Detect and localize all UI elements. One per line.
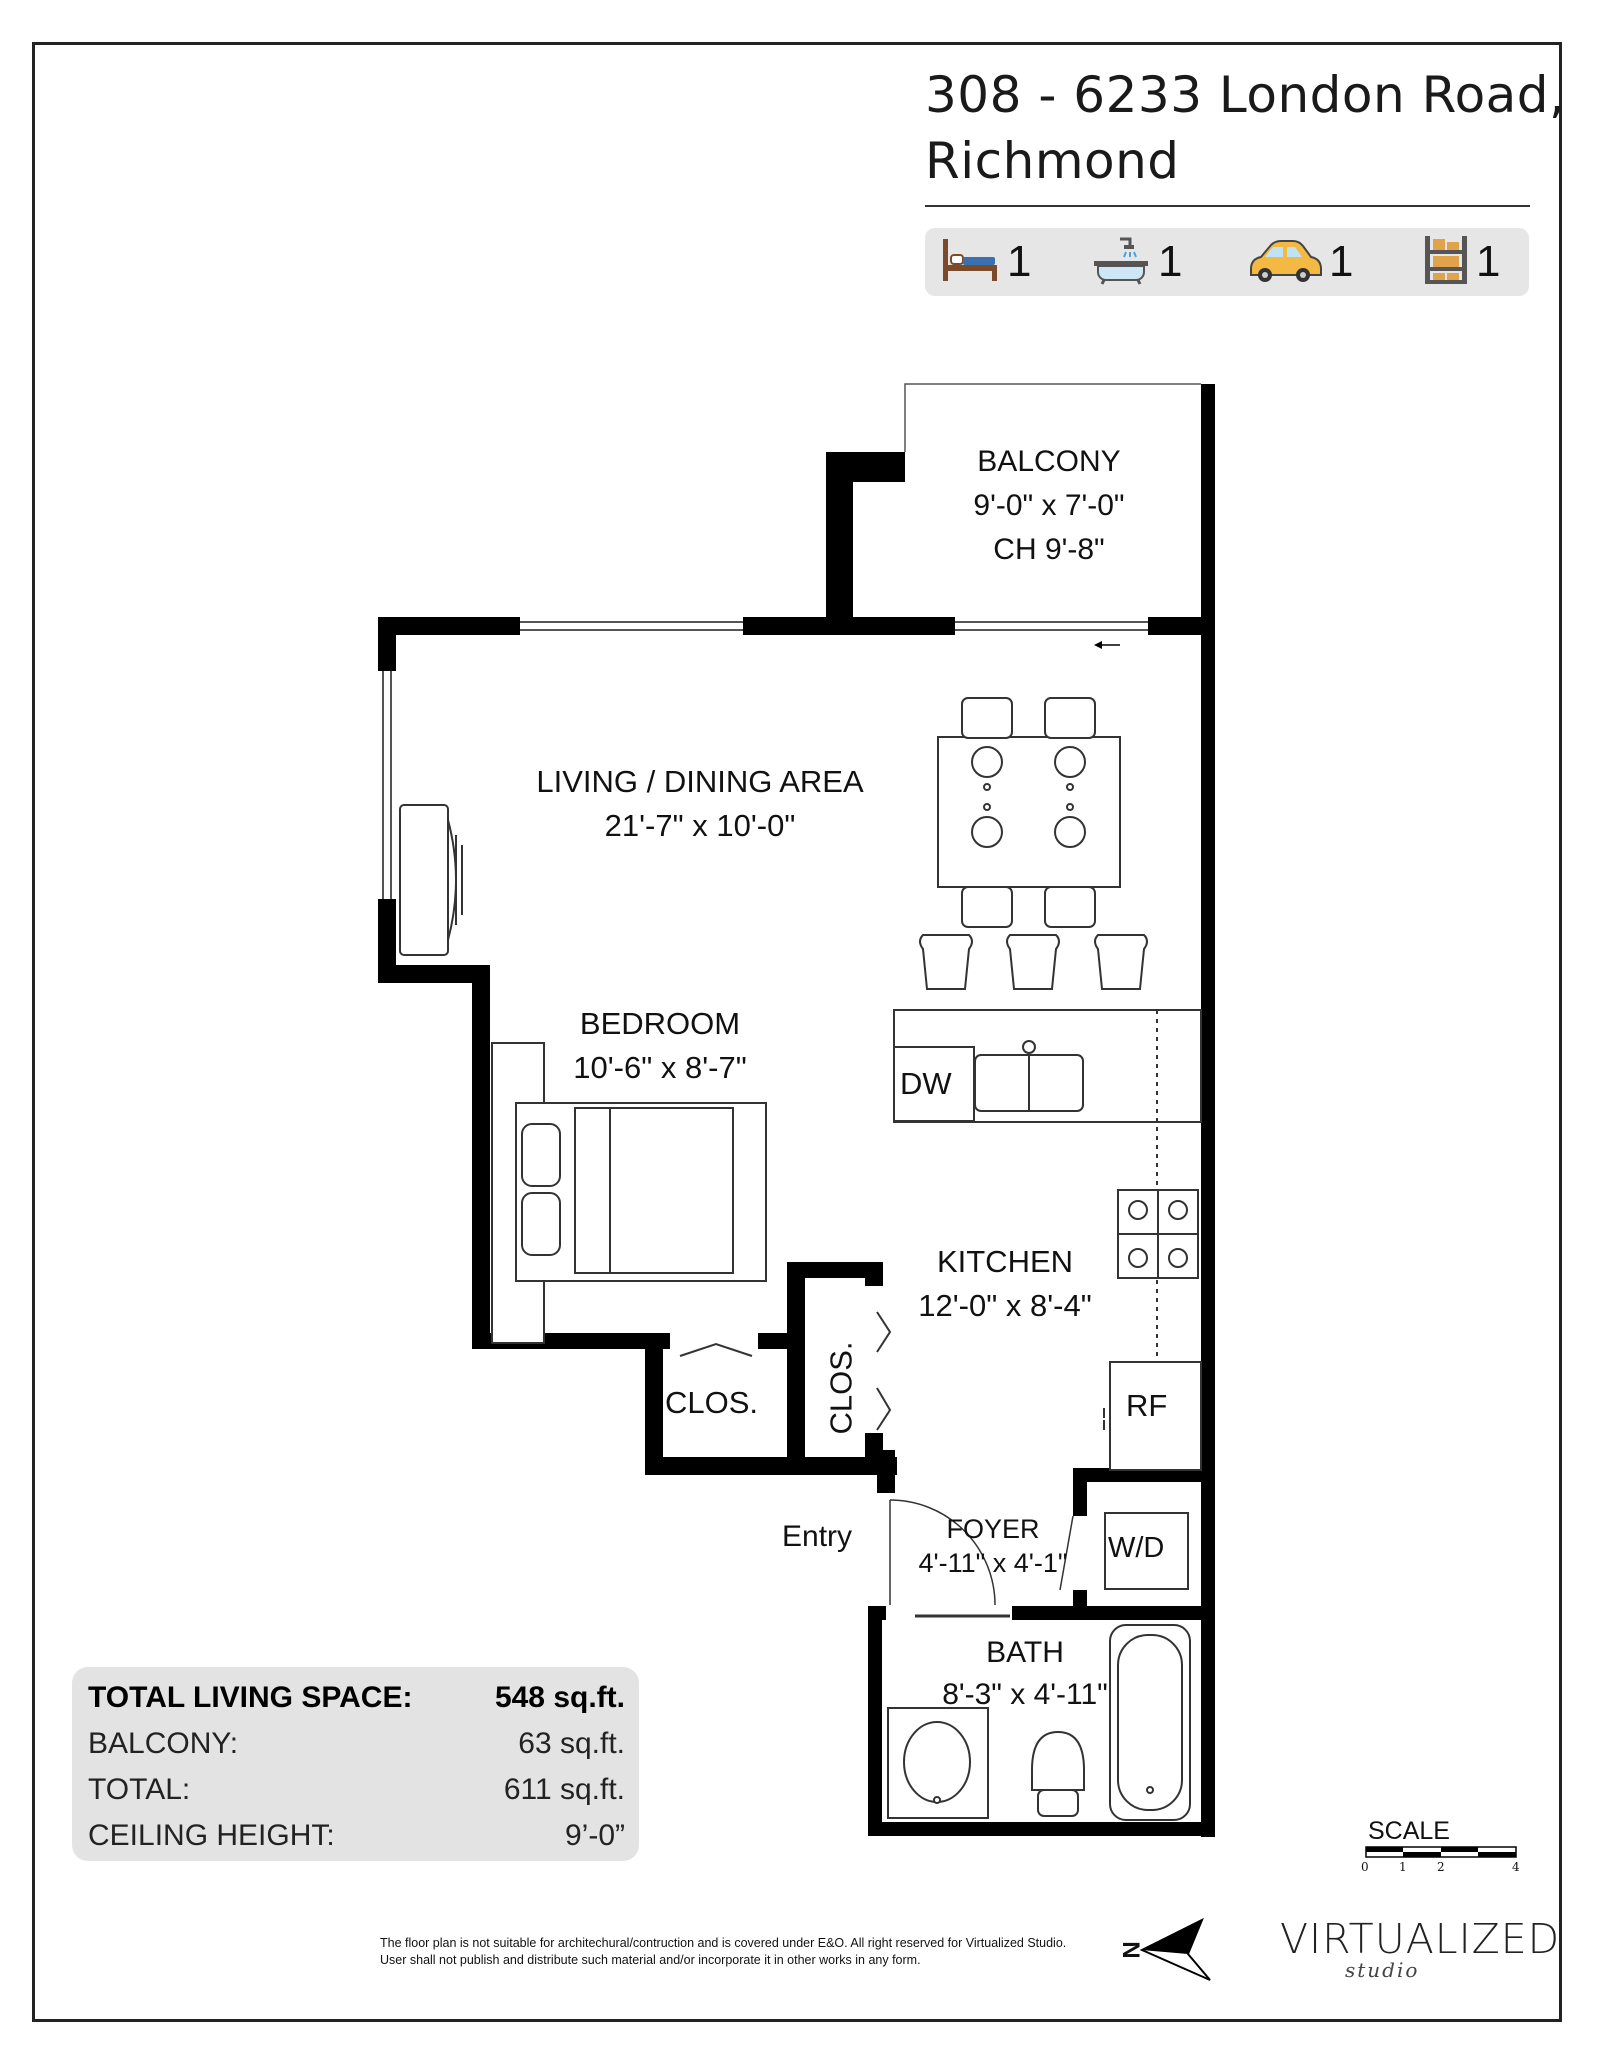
compass-arrow-icon [1142,1920,1210,1980]
refrigerator-label: RF [1126,1388,1168,1423]
parking-count: 1 [1329,237,1354,286]
foyer-name: FOYER [946,1514,1040,1544]
kitchen-label [890,1240,1120,1328]
dishwasher-label: DW [900,1066,952,1101]
bath-label [920,1632,1130,1716]
entry-label: Entry [782,1520,853,1553]
bathrooms-count: 1 [1158,237,1183,286]
balcony-label [940,440,1158,572]
bath-name: BATH [986,1636,1064,1669]
foyer-label [898,1512,1088,1580]
living-name: LIVING / DINING AREA [536,764,864,799]
scale-tick-1: 1 [1399,1860,1407,1874]
compass-north-label: N [1118,1941,1146,1959]
area-summary [72,1667,639,1861]
bedrooms-count: 1 [1007,237,1032,286]
scale-bar [1366,1847,1516,1857]
brand-logo-sub: studio [1345,1958,1420,1982]
summary-balcony-row [88,1727,625,1761]
summary-ceiling-value: 9’-0” [564,1819,625,1852]
balcony-name: BALCONY [977,445,1121,478]
summary-total-label: TOTAL: [88,1773,191,1806]
balcony-door-arrow [1094,641,1120,649]
summary-ceiling-label: CEILING HEIGHT: [88,1819,335,1852]
summary-living-row [88,1681,625,1715]
balcony-dims: 9'-0" x 7'-0" [973,489,1125,522]
summary-total-row [88,1773,625,1807]
kitchen-dims: 12'-0" x 8'-4" [918,1288,1092,1323]
summary-balcony-label: BALCONY: [88,1727,239,1760]
living-dims: 21'-7" x 10'-0" [604,808,796,843]
summary-total-value: 611 sq.ft. [503,1773,625,1806]
brand-logo: VIRTUALIZED [1280,1915,1561,1963]
scale-label: SCALE [1368,1817,1450,1845]
scale-tick-0: 0 [1361,1860,1369,1874]
bath-dims: 8'-3" x 4'-11" [942,1678,1108,1711]
living-dining-label [470,760,930,848]
scale-tick-2: 2 [1437,1860,1445,1874]
dining-table-icon [938,698,1120,927]
bedroom-label [540,1002,780,1090]
address-line-1: 308 - 6233 London Road, [925,66,1566,124]
disclaimer-text: The floor plan is not suitable for architechural/contruction and is covered under E&O. All right reserved for Virtualized Studio. User shall not publish and distribute such material and/or incorporate it in other works in any form. [380,1936,1067,1967]
bar-stools [920,935,1147,989]
kitchen-name: KITCHEN [936,1244,1074,1279]
bedroom-name: BEDROOM [579,1006,741,1041]
summary-living-value: 548 sq.ft. [494,1681,625,1714]
stove-icon [1118,1190,1198,1278]
balcony-ceiling: CH 9'-8" [993,533,1105,566]
summary-balcony-value: 63 sq.ft. [518,1727,625,1760]
storage-count: 1 [1476,237,1501,286]
bedroom-dims: 10'-6" x 8'-7" [573,1050,747,1085]
closet-label-2: CLOS. [823,1341,859,1435]
summary-ceiling-row [88,1819,625,1853]
closet-label-1: CLOS. [665,1385,759,1420]
fireplace-icon [400,805,462,955]
address-line-2: Richmond [925,132,1180,190]
foyer-dims: 4'-11" x 4'-1" [918,1548,1068,1578]
summary-living-label: TOTAL LIVING SPACE: [88,1681,413,1714]
washer-dryer-label: W/D [1108,1532,1165,1564]
scale-tick-4: 4 [1512,1860,1520,1874]
